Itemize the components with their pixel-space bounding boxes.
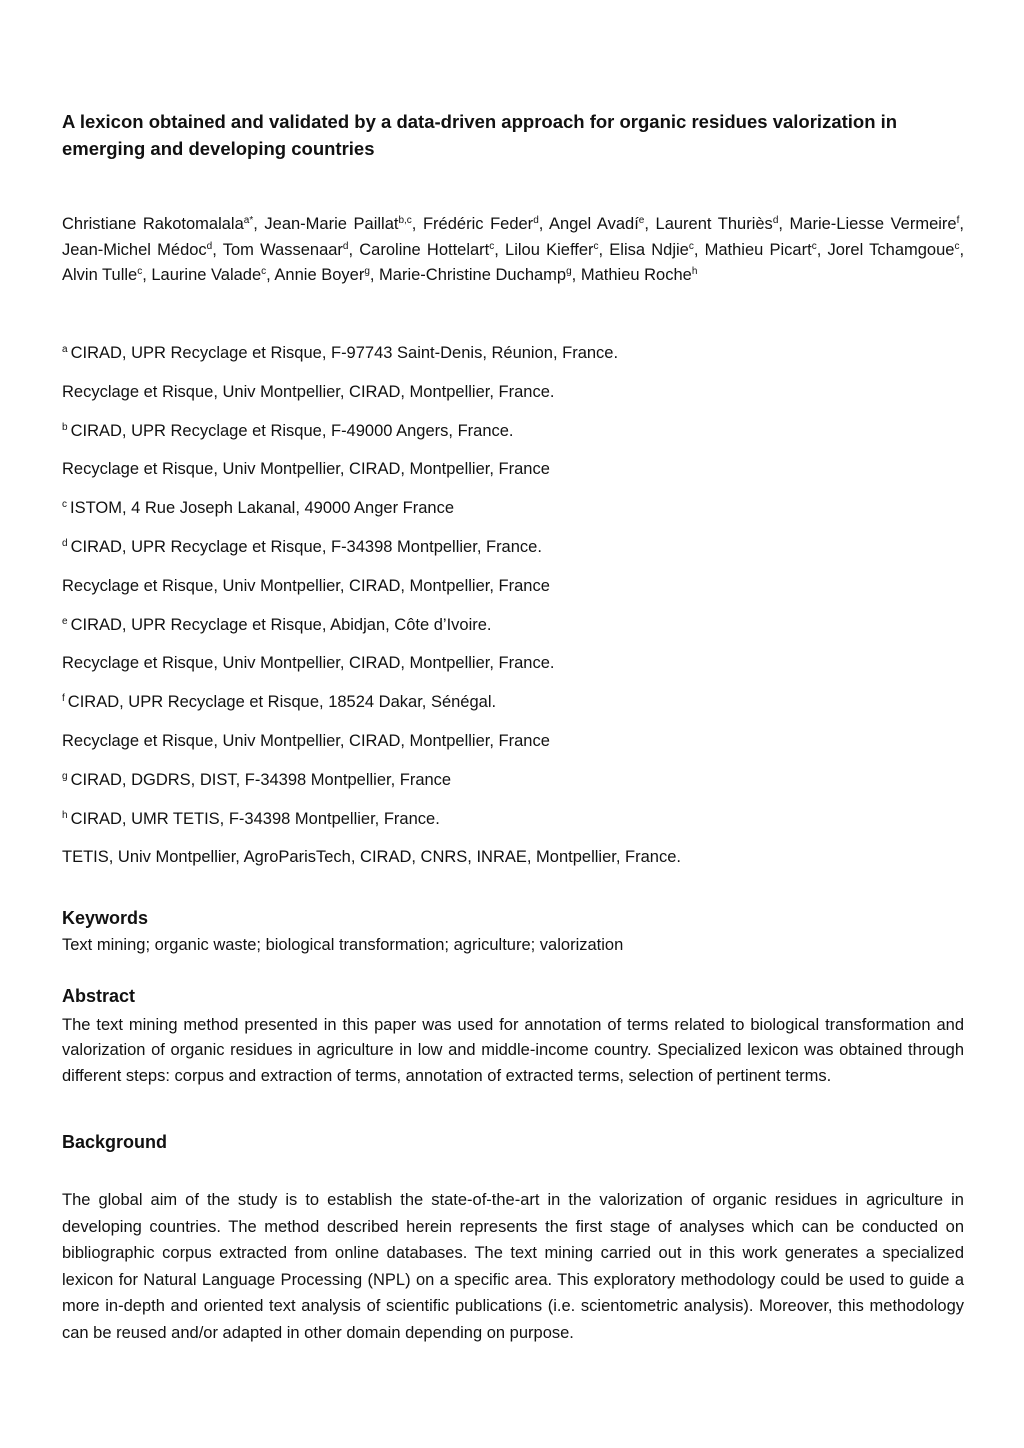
affiliation: $^g$ CIRAD, DGDRS, DIST, F-34398 Montpellier, France [62, 770, 452, 789]
affiliation-list [62, 339, 964, 882]
author: Jean-Marie Paillat$^{b,c}$ [264, 215, 412, 233]
author: Mathieu Picart$^c$ [704, 240, 817, 259]
keywords-heading: Keywords [62, 908, 149, 928]
keywords-text: Text mining; organic waste; biological transformation; agriculture; valorization [62, 936, 624, 954]
author: Caroline Hottelart$^c$ [359, 240, 495, 259]
background-text: The global aim of the study is to establish the state-of-the-art in the valorization of organic residues in agriculture in developing countries. The method described herein represents the first stage of analyses which can be conducted on bibliographic corpus extracted from online databases. The text mining carried out in this work generates a specialized lexicon for Natural Language Processing (NPL) on a specific area. This exploratory methodology could be used to guide a more in-depth and oriented text analysis of scientific publications (i.e. scientometric analysis). Moreover, this methodology can be reused and/or adapted in other domain depending on purpose. [62, 1191, 964, 1342]
affiliation: Recyclage et Risque, Univ Montpellier, CIRAD, Montpellier, France. [62, 654, 555, 673]
author: Annie Boyer$^g$ [274, 266, 370, 284]
affiliation: TETIS, Univ Montpellier, AgroParisTech, CIRAD, CNRS, INRAE, Montpellier, France. [62, 848, 681, 867]
author: Jorel Tchamgoue$^c$ [827, 240, 960, 259]
author: Frédéric Feder$^d$ [422, 215, 539, 233]
background-heading: Background [62, 1132, 168, 1152]
affiliation: Recyclage et Risque, Univ Montpellier, CIRAD, Montpellier, France [62, 460, 550, 479]
author: Marie-Liesse Vermeire$^f$ [789, 215, 960, 233]
author: Alvin Tulle$^c$ [62, 266, 143, 284]
affiliation: $^a$ CIRAD, UPR Recyclage et Risque, F-97743 Saint-Denis, Réunion, France. [62, 344, 619, 362]
author: Laurent Thuriès$^d$ [655, 215, 779, 233]
abstract-heading: Abstract [62, 986, 136, 1006]
affiliation: $^h$ CIRAD, UMR TETIS, F-34398 Montpellier, France. [62, 809, 440, 828]
author: Marie-Christine Duchamp$^g$ [379, 266, 572, 284]
author: Angel Avadí$^e$ [549, 215, 645, 233]
affiliation: $^f$ CIRAD, UPR Recyclage et Risque, 18524 Dakar, Sénégal. [62, 693, 497, 712]
affiliation: Recyclage et Risque, Univ Montpellier, CIRAD, Montpellier, France [62, 576, 550, 595]
affiliation: $^e$ CIRAD, UPR Recyclage et Risque, Abidjan, Côte d’Ivoire. [62, 615, 492, 634]
author: Elisa Ndjie$^c$ [609, 240, 694, 259]
affiliation: $^c$ ISTOM, 4 Rue Joseph Lakanal, 49000 Anger France [62, 499, 455, 518]
affiliation: Recyclage et Risque, Univ Montpellier, CIRAD, Montpellier, France. [62, 382, 555, 401]
author: Mathieu Roche$^h$ [580, 266, 698, 284]
abstract-text: The text mining method presented in this paper was used for annotation of terms related to biological transformation and valorization of organic residues in agriculture in low and middle-income country. Specialized lexicon was obtained through different steps: corpus and extraction of terms, annotation of extracted terms, selection of pertinent terms. [62, 1016, 964, 1085]
affiliation: $^d$ CIRAD, UPR Recyclage et Risque, F-34398 Montpellier, France. [62, 537, 542, 556]
affiliation: $^b$ CIRAD, UPR Recyclage et Risque, F-49000 Angers, France. [62, 421, 514, 440]
author: Jean-Michel Médoc$^d$ [62, 240, 213, 259]
author: Lilou Kieffer$^c$ [505, 240, 599, 259]
author-list: Christiane Rakotomalala$^{a*}$, Jean-Marie Paillat$^{b,c}$, Frédéric Feder$^d$, Angel Avadí$^e$, Laurent Thuriès$^d$, Marie-Liesse Vermeire$^f$, Jean-Michel Médoc$^d$, Tom Wassenaar$^d$, Caroline Hottelart$^c$, Lilou Kieffer$^c$, Elisa Ndjie$^c$, Mathieu Picart$^c$, Jorel Tchamgoue$^c$, Alvin Tulle$^c$, Laurine Valade$^c$, Annie Boyer$^g$, Marie-Christine Duchamp$^g$, Mathieu Roche$^h$ [62, 215, 965, 284]
author: Tom Wassenaar$^d$ [222, 240, 349, 259]
paper-title: A lexicon obtained and validated by a data-driven approach for organic residues valorization in emerging and developing countries [62, 111, 898, 159]
author: Christiane Rakotomalala$^{a*}$ [62, 215, 254, 233]
affiliation: Recyclage et Risque, Univ Montpellier, CIRAD, Montpellier, France [62, 731, 550, 750]
author: Laurine Valade$^c$ [151, 266, 267, 284]
